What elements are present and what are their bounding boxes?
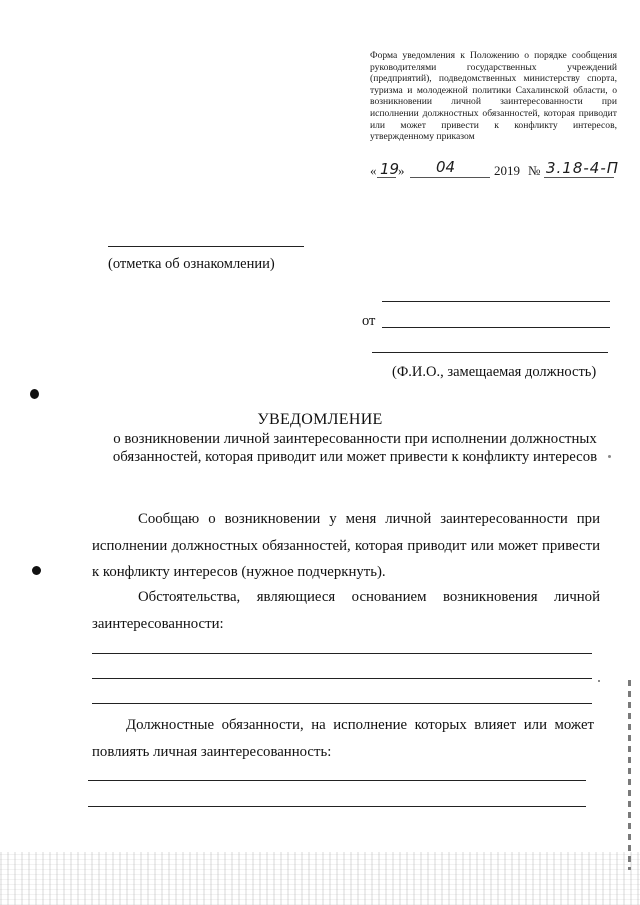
acknowledgement-label: (отметка об ознакомлении): [108, 256, 275, 272]
regulation-reference-note: Форма уведомления к Положению о порядке сообщения руководителями государственных учреждений (предприятий), подведомственных министерству спорта, туризма и молодежной политики Сахалинской области, о возникновении личной заинтересованности при исполнении должностных обязанностей, которая приводит или может привести к конфликту интересов, утвержденному приказом: [370, 50, 617, 143]
circumstances-line-2: [92, 678, 592, 679]
paragraph-circumstances: [92, 584, 600, 637]
fio-position-label: (Ф.И.О., замещаемая должность): [392, 364, 597, 380]
notice-subtitle: о возникновении личной заинтересованности при исполнении должностных обязанностей, которая приводит или может привести к конфликту интересов: [112, 431, 598, 465]
hole-punch-mark-top: [30, 389, 39, 399]
scan-edge-noise: [628, 680, 631, 870]
scan-bottom-noise: [0, 852, 640, 905]
circumstances-line-1: [92, 653, 592, 654]
duties-line-1: [88, 780, 586, 781]
circumstances-line-3: [92, 703, 592, 704]
hole-punch-mark-bottom: [32, 566, 41, 575]
paragraph-circumstances-text: Обстоятельства, являющиеся основанием возникновения личной заинтересованности:: [92, 589, 600, 632]
day-open-quote: «: [370, 163, 377, 178]
paragraph-conflict-statement: [92, 506, 600, 586]
paragraph-duties: [92, 712, 594, 765]
order-date-number-row: [370, 158, 620, 182]
sender-line-2: [382, 327, 610, 328]
order-month-handwritten: 04: [436, 158, 456, 176]
scan-speck: [598, 680, 600, 682]
order-year: 2019: [494, 163, 520, 178]
day-close-quote: »: [398, 163, 405, 178]
scan-speck: [608, 455, 611, 458]
paragraph-conflict-text: Сообщаю о возникновении у меня личной заинтересованности при исполнении должностных обязанностей, которая приводит или может привести к конфликту интересов (нужное подчеркнуть).: [92, 511, 600, 580]
duties-line-2: [88, 806, 586, 807]
order-number-handwritten: 3.18-4-П: [546, 159, 620, 177]
sender-line-3: [372, 352, 608, 353]
paragraph-duties-text: Должностные обязанности, на исполнение которых влияет или может повлиять личная заинтересованность:: [92, 717, 594, 760]
sender-line-1: [382, 301, 610, 302]
order-day-handwritten: 19: [380, 160, 400, 178]
notice-title: УВЕДОМЛЕНИЕ: [257, 411, 383, 428]
acknowledgement-line: [108, 246, 304, 247]
from-prefix: от: [362, 313, 376, 329]
number-sign: №: [528, 163, 541, 178]
